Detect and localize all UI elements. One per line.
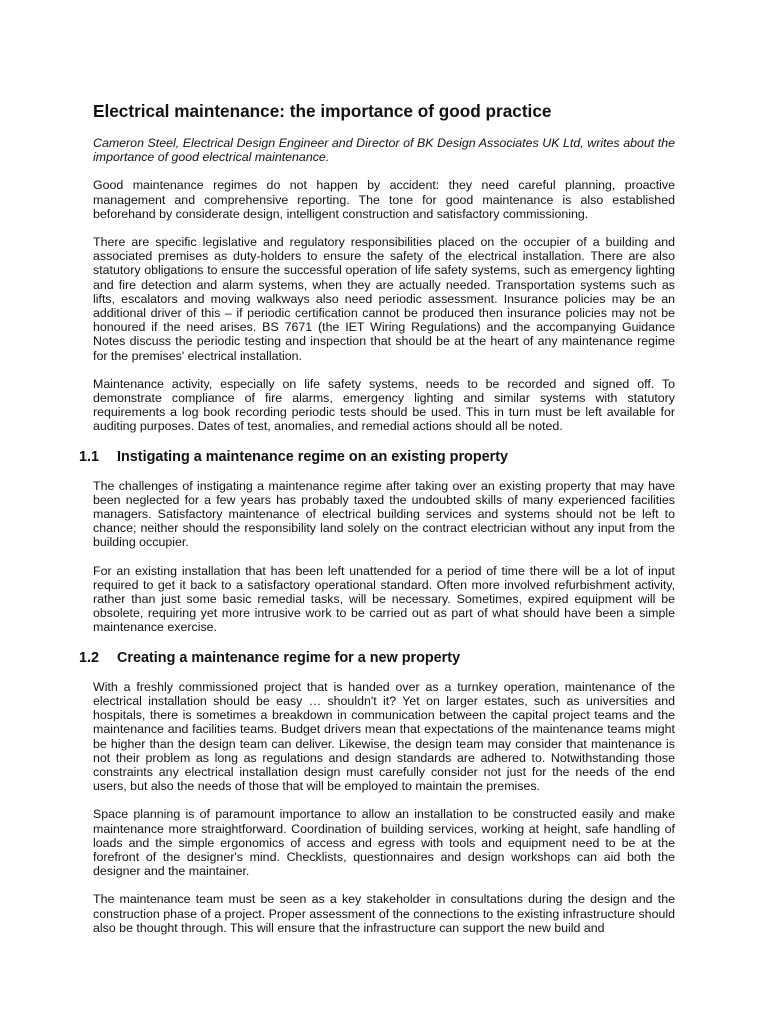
document-title: Electrical maintenance: the importance of good practice <box>93 101 552 121</box>
section-paragraph: The challenges of instigating a maintenance regime after taking over an existing property that may have been neglected for a few years has probably taxed the undoubted skills of many experienced facilities managers. Satisfactory maintenance of electrical building services and systems should not be left to chance; neither should the responsibility land solely on the contract electrician without any input from the building occupier. <box>93 478 675 550</box>
section-paragraph: The maintenance team must be seen as a key stakeholder in consultations during the design and the construction phase of a project. Proper assessment of the connections to the existing infrastructure should also be thought through. This will ensure that the infrastructure can support the new build and <box>93 892 675 935</box>
document-body <box>79 100 675 949</box>
intro-paragraph: Maintenance activity, especially on life safety systems, needs to be recorded and signed off. To demonstrate compliance of fire alarms, emergency lighting and similar systems with statutory requirements a log book recording periodic tests should be used. This in turn must be left available for auditing purposes. Dates of test, anomalies, and remedial actions should all be noted. <box>93 376 675 434</box>
section-title: Creating a maintenance regime for a new property <box>117 649 461 666</box>
intro-paragraph: There are specific legislative and regulatory responsibilities placed on the occupier of a building and associated premises as duty-holders to ensure the safety of the electrical installation. There are also statutory obligations to ensure the successful operation of life safety systems, such as emergency lighting and fire detection and alarm systems, when they are actually needed. Transportation systems such as lifts, escalators and moving walkways also need periodic assessment. Insurance policies may be an additional driver of this – if periodic certification cannot be produced then insurance policies may not be honoured if the need arises. BS 7671 (the IET Wiring Regulations) and the accompanying Guidance Notes discuss the periodic testing and inspection that should be at the heart of any maintenance regime for the premises' electrical installation. <box>93 235 675 363</box>
section-1-1 <box>79 448 675 635</box>
section-paragraph: Space planning is of paramount importance to allow an installation to be constructed easily and make maintenance more straightforward. Coordination of building services, working at height, safe handling of loads and the simple ergonomics of access and egress with tools and equipment need to be at the forefront of the designer's mind. Checklists, questionnaires and design workshops can aid both the designer and the maintainer. <box>93 807 675 879</box>
section-title: Instigating a maintenance regime on an existing property <box>117 448 509 465</box>
section-1-2 <box>79 649 675 935</box>
intro-paragraph: Good maintenance regimes do not happen by accident: they need careful planning, proactive management and comprehensive reporting. The tone for good maintenance is also established beforehand by considerate design, intelligent construction and satisfactory commissioning. <box>93 178 675 221</box>
section-heading <box>79 649 675 667</box>
section-number: 1.1 <box>79 448 100 465</box>
section-paragraph: With a freshly commissioned project that is handed over as a turnkey operation, maintenance of the electrical installation should be easy … shouldn't it? Yet on larger estates, such as universities and hospitals, there is sometimes a breakdown in communication between the capital project teams and the maintenance and facilities teams. Budget drivers mean that expectations of the maintenance teams might be higher than the design team can deliver. Likewise, the design team may consider that maintenance is not their problem as long as regulations and design standards are adhered to. Notwithstanding those constraints any electrical installation design must carefully consider not just for the needs of the end users, but also the needs of those that will be employed to maintain the premises. <box>93 679 675 794</box>
section-heading <box>79 448 675 466</box>
author-byline: Cameron Steel, Electrical Design Engineer and Director of BK Design Associates UK Ltd, writes about the importance of good electrical maintenance. <box>93 136 675 165</box>
section-number: 1.2 <box>79 649 100 666</box>
section-paragraph: For an existing installation that has been left unattended for a period of time there will be a lot of input required to get it back to a satisfactory operational standard. Often more involved refurbishment activity, rather than just some basic remedial tasks, will be necessary. Sometimes, expired equipment will be obsolete, requiring yet more intrusive work to be carried out as part of what should have been a simple maintenance exercise. <box>93 563 675 635</box>
